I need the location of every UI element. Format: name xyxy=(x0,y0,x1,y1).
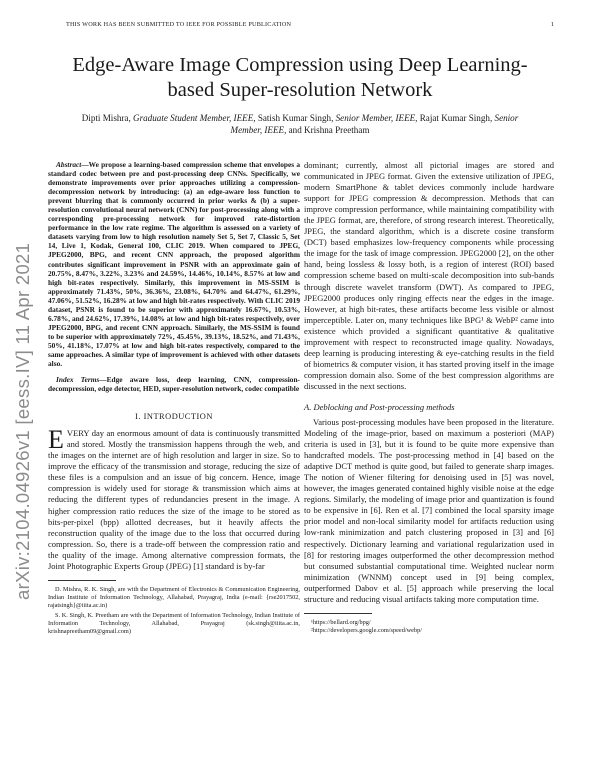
index-terms-text: —Edge aware loss, deep learning, CNN, compression-decompression, edge detector, HED, super-resolution network, codec compatible xyxy=(48,375,300,394)
affiliation-footnote-1: D. Mishra, R. K. Singh, are with the Department of Electronics & Communication Engineering, Indian Institute of Information Technology, Allahabad, Prayagraj, India (e-mail: {rse2017502, rajatsingh}@iiita.ac.in) xyxy=(48,585,300,609)
intro-first-word: VERY xyxy=(66,428,90,439)
abstract-text: —We propose a learning-based compression scheme that envelopes a standard codec between pre and post-processing deep CNNs. Specifically, we demonstrate improvements over prior approaches utilizing a compression-decompression network by introducing: (a) an edge-aware loss function to prevent blurring that is commonly occurred in prior works & (b) a super-resolution convolutional neural network (CNN) for post-processing along with a corresponding pre-processing network for improved rate-distortion performance in the low rate regime. The algorithm is assessed on a variety of datasets varying from low to high resolution namely Set 5, Set 7, Classic 5, Set 14, Live 1, Kodak, General 100, CLIC 2019. When compared to JPEG, JPEG2000, BPG, and recent CNN approach, the proposed algorithm contributes significant improvement in PSNR with an approximate gain of 20.75%, 8.47%, 3.22%, 3.23% and 24.59%, 14.46%, 10.14%, 8.57% at low and high bit-rates respectively. Similarly, this improvement in MS-SSIM is approximately 71.43%, 50%, 36.36%, 23.08%, 64.70% and 64.47%, 61.29%, 47.06%, 51.52%, 16.28% at low and high bit-rates respectively. With CLIC 2019 dataset, PSNR is found to be superior with approximately 16.67%, 10.53%, 6.78%, and 24.62%, 17.39%, 14.08% at low and high bit-rates respectively, over JPEG2000, BPG, and recent CNN approach. Similarly, the MS-SSIM is found to be superior with approximately 72%, 45.45%, 39.13%, 18.52%, and 71.43%, 50%, 41.18%, 17.07% at low and high bit-rates respectively, compared to the same approaches. A similar type of improvement is achieved with other datasets also. xyxy=(48,160,300,369)
index-terms-lead: Index Terms xyxy=(56,375,100,385)
author-list xyxy=(80,112,520,136)
affiliation-footnote-2: S. K. Singh, K. Preetham are with the Department of Information Technology, Indian Institute of Information Technology, Allahabad, Prayagraj (sk.singh@iiita.ac.in, krishnapreetham09@gmail.com) xyxy=(48,612,300,636)
author-1: Dipti Mishra, xyxy=(81,113,131,123)
drop-cap: E xyxy=(48,425,64,455)
right-paragraph-2: Various post-processing modules have been proposed in the literature. Modeling of the image-prior, based on maximum a posteriori (MAP) criteria is used in [3], but it is found to be quite more expensive than handcrafted models. The post-processing method in [4] based on the adaptive DCT method is quite good, but failed to generate sharp images. The notion of Wiener filtering for denoising used in [5] was novel, however, the images generated contained highly visible noise at the edge regions. Similarly, the modeling of image prior and quantization is found to be expensive in [6]. Ren et al. [7] combined the local sparsity image prior model and non-local similarity model for artifacts reduction using low-rank minimization and patch clustering proposed in [3] and [6] respectively. Dictionary learning and variational regularization used in [8] for restoring images outperformed the other decompression method but consumed substantial computational time. Weighted nuclear norm minimization (WNNM) concept used in [9] being complex, outperformed Dabov et al. [5] approach while preserving the local structure and reducing visual artifacts taking more computation time. xyxy=(304,416,554,604)
introduction-paragraph xyxy=(48,425,300,572)
subsection-heading: A. Deblocking and Post-processing methods xyxy=(304,401,455,412)
author-2-role: Senior Member, IEEE, xyxy=(335,113,418,123)
author-2: Satish Kumar Singh, xyxy=(257,113,334,123)
footnote-divider xyxy=(48,580,116,581)
intro-text: day an enormous amount of data is continuously transmitted and stored. Mostly the transmission happens through the web, and the images on the internet are of high resolution and larger in size. So to improve the efficacy of the transmission and storage, reducing the size of these files is a compulsion and an issue of big concern. Hence, image compression is widely used for storage & transmission which aims at reducing the different types of redundancies present in the image. A higher compression ratio reduces the size of the image to be stored as bits-per-pixel (bpp) allotted decreases, but it heavily affects the reconstruction quality of the image due to the loss that occurred during compression. So, there is a trade-off between the compression ratio and the quality of the image. Among alternative compression formats, the Joint Photographic Experts Group (JPEG) [1] standard is by-far xyxy=(48,428,300,571)
paper-title: Edge-Aware Image Compression using Deep Learning-based Super-resolution Network xyxy=(72,54,528,101)
right-paragraph-1: dominant; currently, almost all pictorial images are stored and communicated in JPEG format. Given the extensive utilization of JPEG, modern SmartPhone & tablet devices commonly include hardware support for JPEG compression & decompression. Methods that can improve compression performance, while maintaining compatibility with the JPEG format, are, therefore, of strong research interest. Theoretically, JPEG, the standard algorithm, which is a discrete cosine transform (DCT) based emphasizes low-frequency components while processing the image for the task of image compression. JPEG2000 [2], on the other hand, being lossless & lossy both, is a region of interest (ROI) based compression scheme based on multi-scale decomposition into sub-bands through discrete wavelet transform (DWT). As compared to JPEG, JPEG2000 produces only ringing effects near the edges in the image. However, at high bit-rates, these artifacts become less visible or almost imperceptible. Later on, many techniques like BPG¹ & WebP² came into existence which provided a significant quantitative & qualitative improvement with respect to reconstructed image quality. Nowadays, deep learning is producing interesting & eye-catching results in the field of biometrics & computer vision, it has started proving itself in the image compression domain also. Some of the best compression algorithms are discussed in the next sections. xyxy=(304,160,554,391)
running-head: THIS WORK HAS BEEN SUBMITTED TO IEEE FOR POSSIBLE PUBLICATION xyxy=(66,21,292,28)
footnote-divider-right xyxy=(304,613,372,614)
footnote-webp-link[interactable]: ²https://developers.google.com/speed/webp/ xyxy=(311,626,423,634)
author-3: Rajat Kumar Singh, xyxy=(419,113,493,123)
index-terms xyxy=(48,375,300,393)
arxiv-stamp[interactable]: arXiv:2104.04926v1 [eess.IV] 11 Apr 2021 xyxy=(12,242,33,600)
author-3-role: Senior Member, IEEE, xyxy=(230,113,519,135)
page-number: 1 xyxy=(550,21,554,28)
left-column xyxy=(48,160,300,638)
author-1-role: Graduate Student Member, IEEE, xyxy=(133,113,256,123)
author-4: and Krishna Preetham xyxy=(288,125,370,135)
footnote-bpg-link[interactable]: ¹https://bellard.org/bpg/ xyxy=(311,618,371,626)
abstract xyxy=(48,160,300,368)
introduction-heading: I. INTRODUCTION xyxy=(135,412,213,422)
abstract-lead: Abstract xyxy=(56,160,82,169)
right-column xyxy=(304,160,554,635)
